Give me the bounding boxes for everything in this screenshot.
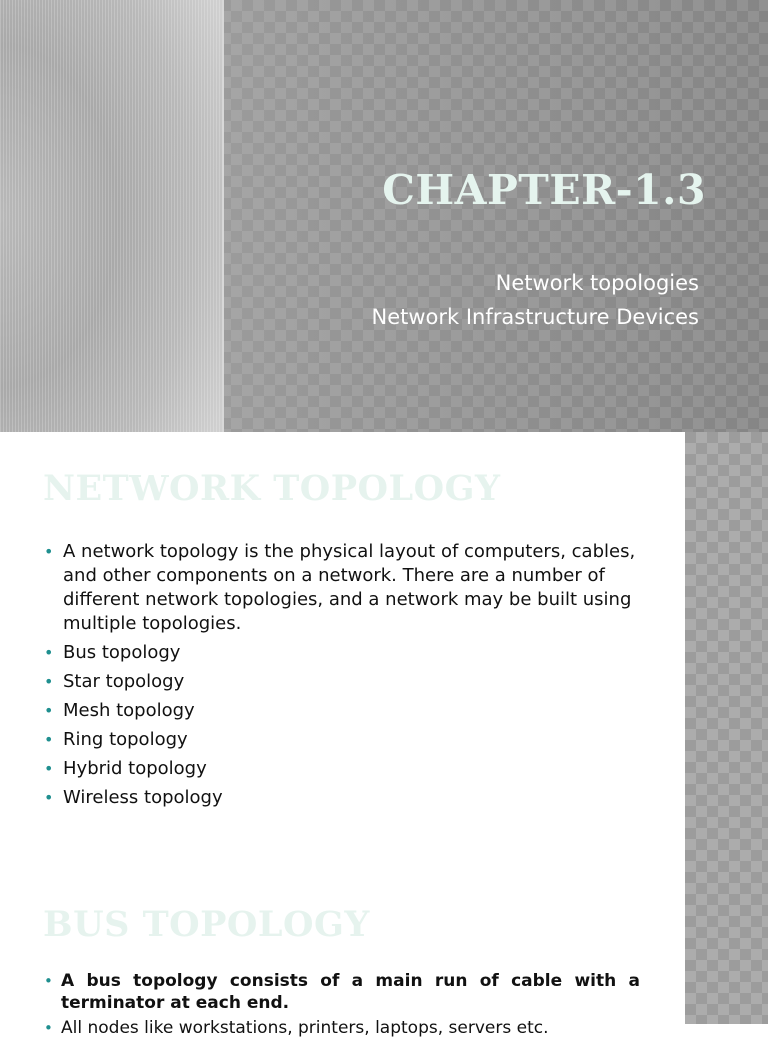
list-item-text: A network topology is the physical layout of computers, cables, and other components on a network. There are a number of different network topologies, and a network may be built using multiple topologies. <box>63 541 636 634</box>
section-heading-bus-topology: BUS TOPOLOGY <box>43 904 370 945</box>
title-slide <box>0 0 768 432</box>
bullet-icon: • <box>44 788 54 807</box>
slide-subtitle <box>372 266 700 334</box>
decorative-left-panel <box>0 0 224 432</box>
list-item <box>44 670 644 694</box>
list-item-text: A bus topology consists of a main run of cable with a terminator at each end. <box>61 971 640 1013</box>
list-item <box>44 728 644 752</box>
slide-title: CHAPTER-1.3 <box>382 166 706 214</box>
topology-bullet-list <box>44 540 644 815</box>
decorative-right-strip <box>685 432 768 1024</box>
list-item <box>44 641 644 665</box>
bullet-icon: • <box>44 672 54 691</box>
list-item-text: Hybrid topology <box>63 758 207 779</box>
bullet-icon: • <box>44 730 54 749</box>
list-item <box>44 1017 640 1039</box>
list-item-text: Bus topology <box>63 642 181 663</box>
bullet-icon: • <box>44 542 54 561</box>
bullet-icon: • <box>44 759 54 778</box>
list-item <box>44 786 644 810</box>
panel-divider <box>222 0 224 432</box>
list-item <box>44 540 644 636</box>
list-item-text: Star topology <box>63 671 185 692</box>
bullet-icon: • <box>44 643 54 662</box>
section-heading-network-topology: NETWORK TOPOLOGY <box>43 468 501 509</box>
bullet-icon: • <box>44 1019 53 1037</box>
content-slide <box>0 432 768 1038</box>
subtitle-line-2: Network Infrastructure Devices <box>371 305 699 329</box>
list-item <box>44 970 640 1014</box>
list-item <box>44 699 644 723</box>
list-item-text: Wireless topology <box>63 787 223 808</box>
bus-bullet-list <box>44 970 640 1042</box>
subtitle-line-1: Network topologies <box>495 271 699 295</box>
bullet-icon: • <box>44 701 54 720</box>
list-item-text: Mesh topology <box>63 700 195 721</box>
list-item <box>44 757 644 781</box>
list-item-text: Ring topology <box>63 729 188 750</box>
bullet-icon: • <box>44 972 53 990</box>
list-item-text: All nodes like workstations, printers, laptops, servers etc. <box>61 1018 549 1038</box>
